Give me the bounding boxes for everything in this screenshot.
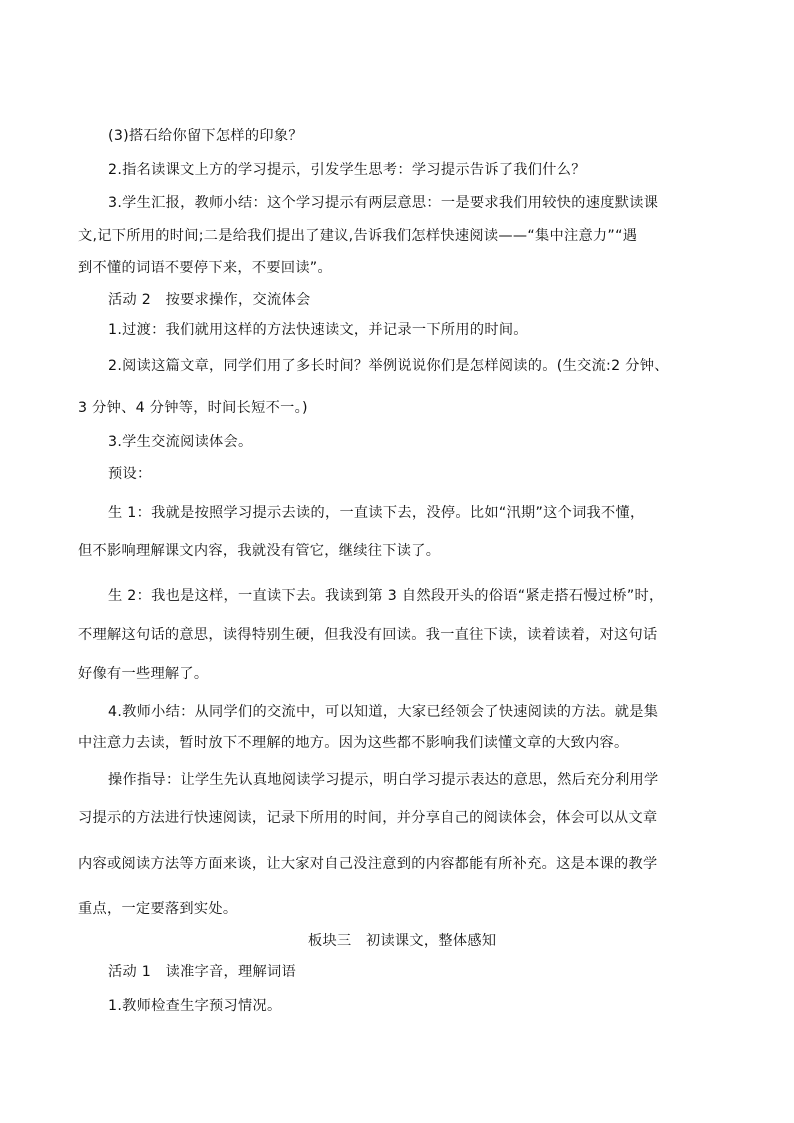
section-3-heading: 板块三 初读课文，整体感知 (308, 933, 497, 949)
guidance-line-1: 操作指导：让学生先认真地阅读学习提示，明白学习提示表达的意思，然后充分利用学 (108, 772, 659, 788)
activity-2-step-2-line-2: 3 分钟、4 分钟等，时间长短不一。) (78, 400, 308, 416)
student-2-line-1: 生 2：我也是这样，一直读下去。我读到第 3 自然段开头的俗语“紧走搭石慢过桥”时， (108, 588, 664, 604)
activity-2-step-1: 1.过渡：我们就用这样的方法快速读文，并记录一下所用的时间。 (108, 322, 528, 338)
step-3-line-2: 文,记下所用的时间;二是给我们提出了建议,告诉我们怎样快速阅读——“集中注意力”“遇 (78, 228, 638, 244)
student-1-line-1: 生 1：我就是按照学习提示去读的，一直读下去，没停。比如“汛期”这个词我不懂， (108, 505, 645, 521)
step-3-line-3: 到不懂的词语不要停下来，不要回读”。 (78, 260, 332, 276)
guidance-line-3: 内容或阅读方法等方面来谈，让大家对自己没注意到的内容都能有所补充。这是本课的教学 (78, 856, 658, 872)
guidance-line-2: 习提示的方法进行快速阅读，记录下所用的时间，并分享自己的阅读体会，体会可以从文章 (78, 810, 658, 826)
activity-2-heading: 活动 2 按要求操作，交流体会 (108, 292, 311, 308)
student-2-line-2: 不理解这句话的意思，读得特别生硬，但我没有回读。我一直往下读，读着读着，对这句话 (78, 627, 658, 643)
activity-1-step-1: 1.教师检查生字预习情况。 (108, 998, 282, 1014)
student-2-line-3: 好像有一些理解了。 (78, 666, 209, 682)
activity-2-step-2-line-1: 2.阅读这篇文章，同学们用了多长时间？举例说说你们是怎样阅读的。(生交流:2 分钟、 (108, 358, 669, 374)
step-3-line-1: 3.学生汇报，教师小结：这个学习提示有两层意思：一是要求我们用较快的速度默读课 (108, 195, 659, 211)
activity-1-heading: 活动 1 读准字音，理解词语 (108, 964, 296, 980)
step-2: 2.指名读课文上方的学习提示，引发学生思考：学习提示告诉了我们什么？ (108, 162, 586, 178)
preset-label: 预设： (108, 466, 152, 482)
teacher-summary-line-1: 4.教师小结：从同学们的交流中，可以知道，大家已经领会了快速阅读的方法。就是集 (108, 704, 659, 720)
teacher-summary-line-2: 中注意力去读，暂时放下不理解的地方。因为这些都不影响我们读懂文章的大致内容。 (78, 735, 629, 751)
question-3: (3)搭石给你留下怎样的印象？ (108, 128, 303, 144)
guidance-line-4: 重点，一定要落到实处。 (78, 901, 238, 917)
activity-2-step-3: 3.学生交流阅读体会。 (108, 434, 253, 450)
student-1-line-2: 但不影响理解课文内容，我就没有管它，继续往下读了。 (78, 543, 441, 559)
